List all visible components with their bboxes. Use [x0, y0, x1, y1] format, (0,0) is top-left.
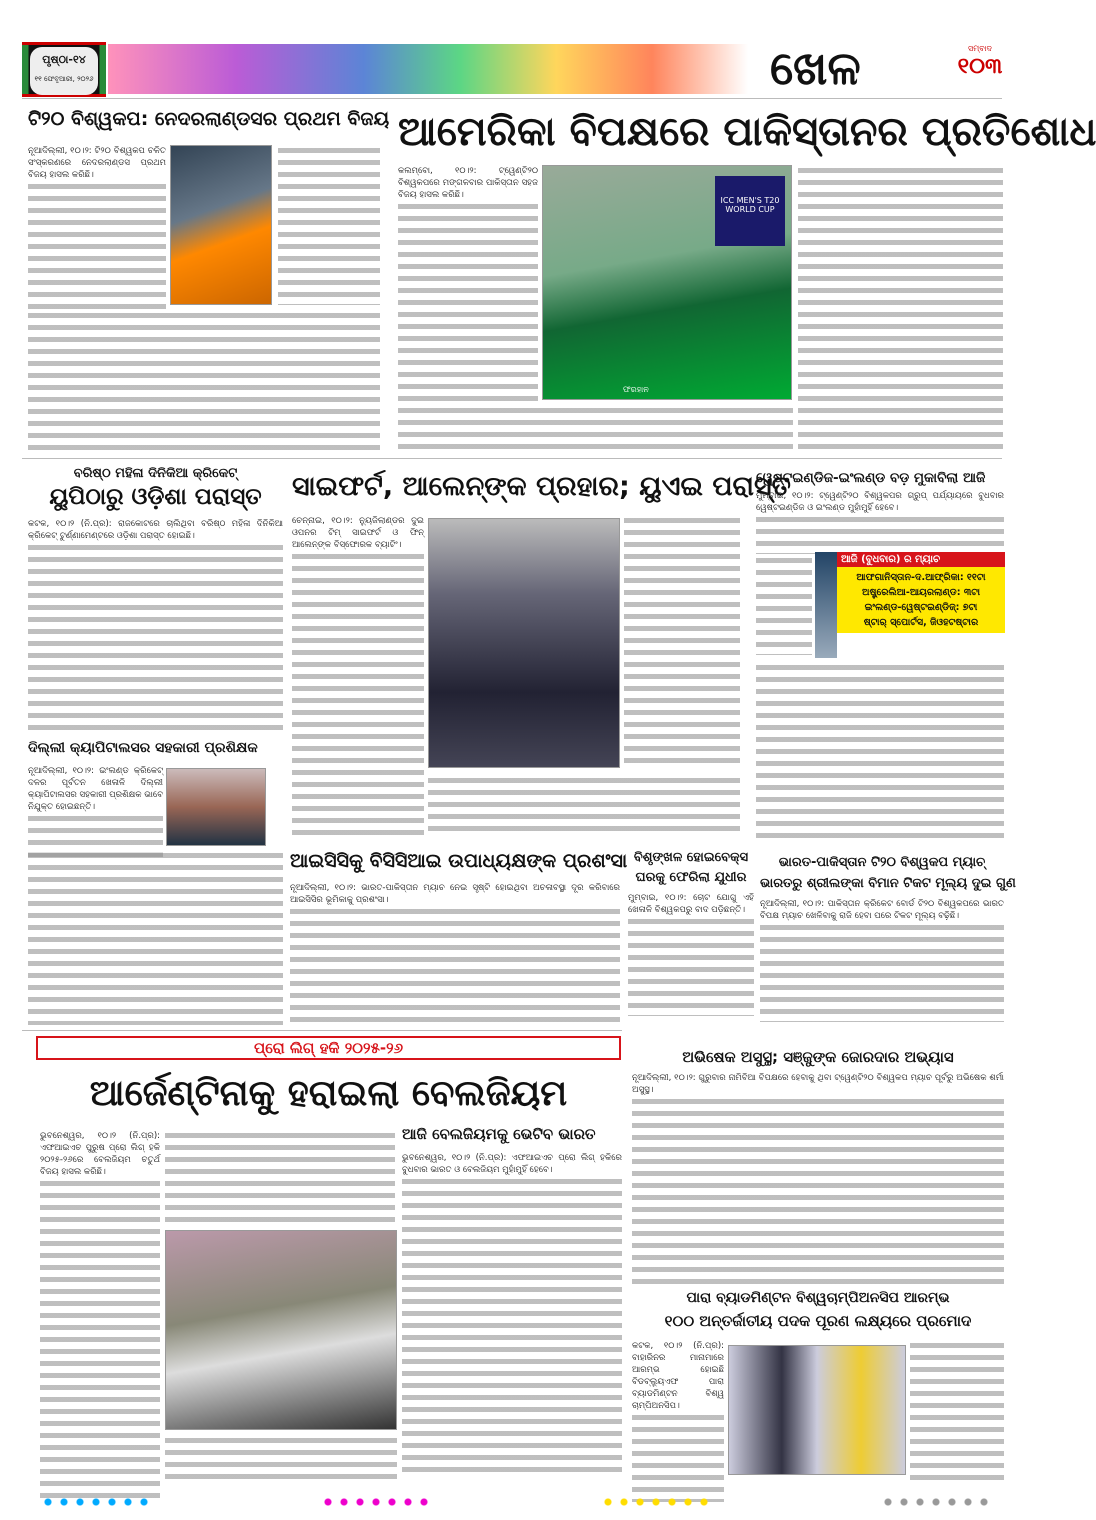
- page-label-box: [22, 42, 106, 97]
- print-registration-marks: [40, 1498, 990, 1508]
- subheadline-india-belgium: ଆଜି ବେଲଜିୟମକୁ ଭେଟିବ ଭାରତ: [402, 1125, 596, 1143]
- article-tickets-body: ନୂଆଦିଲ୍ଲୀ, ୧୦।୨: ପାକିସ୍ତାନ କ୍ରିକେଟ ବୋର୍ଡ ଟି୨୦ ବିଶ୍ୱକପରେ ଭାରତ ବିପକ୍ଷ ମ୍ୟାଚ ଖେଳିବାକୁ ରାଜି ହେବା ପରେ ଟିକଟ ମୂଲ୍ୟ ବଢ଼ିଛି।: [760, 898, 1004, 1038]
- photo-caption: ଫରହାନ: [623, 385, 649, 394]
- article-bcci-body: ନୂଆଦିଲ୍ଲୀ, ୧୦।୨: ଭାରତ-ପାକିସ୍ତାନ ମ୍ୟାଚ ନେଇ ସୃଷ୍ଟି ହୋଇଥିବା ଅଚଳାବସ୍ଥା ଦୂର କରିବାରେ ଆଇସିସିର ଭୂମିକାକୁ ପ୍ରଶଂସା।: [290, 882, 620, 1022]
- headline-para: ୧୦୦ ଅନ୍ତର୍ଜାତୀୟ ପଦକ ପୂରଣ ଲକ୍ଷ୍ୟରେ ପ୍ରମୋଦ: [664, 1312, 972, 1330]
- new-zealand-batters-photo: [428, 518, 620, 768]
- headline-uae: ସାଇଫର୍ଟ, ଆଲେନ୍‌ଙ୍କ ପ୍ରହାର; ୟୁଏଇ ପରାସ୍ତ: [292, 471, 791, 502]
- article-india-belgium-body: ଭୁବନେଶ୍ୱର, ୧୦।୨ (ନି.ପ୍ର): ଏଫଆଇଏଚ ପ୍ରୋ ଲିଗ୍ ହକିରେ ବୁଧବାର ଭାରତ ଓ ବେଲଜିୟମ ମୁହାଁମୁହିଁ ହେବେ।: [402, 1152, 622, 1482]
- netherlands-player-photo: [170, 145, 272, 305]
- t20-world-cup-logo: ICC MEN'S T20 WORLD CUP: [715, 176, 785, 246]
- headline-delhi: ଦିଲ୍ଲୀ କ୍ୟାପିଟାଲସର ସହକାରୀ ପ୍ରଶିକ୍ଷକ: [28, 740, 258, 756]
- page-number: ପୃଷ୍ଠା-୧୪: [42, 53, 86, 66]
- headline-tickets: ଭାରତରୁ ଶ୍ରୀଲଙ୍କା ବିମାନ ଟିକଟ ମୂଲ୍ୟ ଦୁଇ ଗୁଣ: [760, 876, 1016, 891]
- newspaper-logo: ସମ୍ବାଦ ୧୦୩: [957, 44, 1003, 79]
- headline-wi-eng: ୱେଷ୍ଟଇଣ୍ଡିଜ-ଇଂଲଣ୍ଡ ବଡ଼ ମୁକାବିଲା ଆଜି: [756, 470, 986, 486]
- article-odisha-body: କଟକ, ୧୦।୨ (ନି.ପ୍ର): ରାଜକୋଟରେ ଚାଲିଥିବା ବରିଷ୍ଠ ମହିଳା ଦିନିକିଆ କ୍ରିକେଟ୍ ଟୁର୍ଣ୍ଣାମେଣ୍ଟରେ ଓଡ଼ିଶା ପରାସ୍ତ ହୋଇଛି।: [28, 518, 283, 733]
- article-hockey-body: ଭୁବନେଶ୍ୱର, ୧୦।୨ (ନି.ପ୍ର): ଏଫଆଇଏଚ ପୁରୁଷ ପ୍ରୋ ଲିଗ୍ ହକି ୨୦୨୫-୨୬ରେ ବେଲଜିୟମ ଚତୁର୍ଥ ବିଜୟ ହାସଲ କରିଛି।: [40, 1130, 160, 1480]
- trophy-image: [815, 552, 837, 658]
- headline-abhishek: ଅଭିଷେକ ଅସୁସ୍ଥ; ସଞ୍ଜୁଙ୍କ ଜୋରଦାର ଅଭ୍ୟାସ: [682, 1048, 954, 1066]
- headline-yudhir-2: ଘରକୁ ଫେରିଲା ଯୁଧୀର: [635, 870, 747, 885]
- article-yudhir-body: ମୁମ୍ବାଇ, ୧୦।୨: ଚୋଟ ଯୋଗୁ ଏହି ଖେଳାଳି ବିଶ୍ୱକପରୁ ବାଦ ପଡ଼ିଛନ୍ତି।: [628, 892, 754, 1032]
- matches-today-box: [815, 552, 1005, 658]
- headline-odisha: ୟୁପିଠାରୁ ଓଡ଼ିଶା ପରାସ୍ତ: [49, 484, 262, 510]
- hockey-banner: ପ୍ରୋ ଲିଗ୍ ହକି ୨୦୨୫-୨୬: [36, 1036, 621, 1060]
- issue-date: ୧୧ ଫେବୃଆରୀ, ୨୦୨୬: [34, 75, 94, 83]
- broadcaster: ଷ୍ଟାର୍ ସ୍ପୋର୍ଟସ, ଜିଓହଟଷ୍ଟାର: [863, 617, 979, 628]
- headline-hockey: ଆର୍ଜେଣ୍ଟିନାକୁ ହରାଇଲା ବେଲଜିୟମ: [89, 1073, 568, 1114]
- belgium-hockey-players-photo: [165, 1230, 397, 1430]
- pakistan-batter-photo: [542, 165, 792, 400]
- kicker-tickets: ଭାରତ-ପାକିସ୍ତାନ ଟି୨୦ ବିଶ୍ୱକପ ମ୍ୟାଚ୍: [778, 855, 986, 870]
- match-item: ଆଫଗାନିସ୍ତାନ-ଦ.ଆଫ୍ରିକା: ୧୧ଟା: [856, 572, 986, 583]
- article-pakistan-body: କଲମ୍ବୋ, ୧୦।୨: ଟ୍ୱେଣ୍ଟି୨୦ ବିଶ୍ୱକପରେ ମଙ୍ଗଳବାର ପାକିସ୍ତାନ ସହଜ ବିଜୟ ହାସଲ କରିଛି।: [398, 165, 538, 395]
- coach-photo: [166, 768, 266, 846]
- match-item: ଅଷ୍ଟ୍ରେଲିଆ-ଆୟରଲାଣ୍ଡ: ୩ଟା: [861, 587, 981, 598]
- headline-netherlands: ଟି୨୦ ବିଶ୍ୱକପ: ନେଦରଲାଣ୍ଡସର ପ୍ରଥମ ବିଜୟ: [28, 108, 390, 130]
- article-wi-eng-body: ମୁମ୍ବାଇ, ୧୦।୨: ଟ୍ୱେଣ୍ଟି୨୦ ବିଶ୍ୱକପର ଗ୍ରୁପ୍ ପର୍ଯ୍ୟାୟରେ ବୁଧବାର ୱେଷ୍ଟଇଣ୍ଡିଜ ଓ ଇଂଲଣ୍ଡ ମୁହାଁମୁହିଁ ହେବେ।: [756, 490, 1004, 550]
- pramod-bhagat-photo: [728, 1345, 906, 1475]
- matches-box-title: ଆଜି (ବୁଧବାର) ର ମ୍ୟାଚ: [837, 552, 1005, 567]
- article-para-body: କଟକ, ୧୦।୨ (ନି.ପ୍ର): ବାହାରିନର ମାନାମାରେ ଆରମ୍ଭ ହୋଇଛି ବିଡବ୍ଲ୍ୟୁଏଫ ପାରା ବ୍ୟାଡମିଣ୍ଟନ ବିଶ୍ୱ ଚାମ୍ପିଅନସିପ।: [632, 1340, 724, 1485]
- sports-banner-image: [108, 44, 748, 94]
- headline-yudhir-1: ବିଶୃଙ୍ଖଳ ହୋଇବେକ୍ସ: [633, 850, 749, 865]
- kicker-odisha: ବରିଷ୍ଠ ମହିଳା ଦିନିକିଆ କ୍ରିକେଟ୍: [73, 466, 238, 481]
- article-delhi-body: ନୂଆଦିଲ୍ଲୀ, ୧୦।୨: ଇଂଲଣ୍ଡ କ୍ରିକେଟ୍ ଦଳର ପୂର୍ବତନ ଖେଳାଳି ଦିଲ୍ଲୀ କ୍ୟାପିଟାଲସର ସହକାରୀ ପ୍ରଶିକ୍ଷକ ଭାବେ ନିଯୁକ୍ତ ହୋଇଛନ୍ତି।: [28, 765, 163, 845]
- article-netherlands-body: ନୂଆଦିଲ୍ଲୀ, ୧୦।୨: ଟି୨୦ ବିଶ୍ୱକପ ଚଳିତ ସଂସ୍କରଣରେ ନେଦରଲାଣ୍ଡସ ପ୍ରଥମ ବିଜୟ ହାସଲ କରିଛି।: [28, 145, 166, 305]
- kicker-para: ପାରା ବ୍ୟାଡମିଣ୍ଟନ ବିଶ୍ୱଚାମ୍ପିଅନସିପ ଆରମ୍ଭ: [686, 1290, 950, 1306]
- article-uae-body: ଚେନ୍ନାଇ, ୧୦।୨: ନ୍ୟୁଜିଲାଣ୍ଡର ଦୁଇ ଓପନର ଟିମ୍ ସାଇଫର୍ଟ ଓ ଫିନ୍ ଆଲେନ୍‌ଙ୍କ ବିସ୍ଫୋରକ ବ୍ୟାଟିଂ।: [292, 515, 424, 835]
- article-abhishek-body: ନୂଆଦିଲ୍ଲୀ, ୧୦।୨: ଗୁରୁବାର ନାମିବିଆ ବିପକ୍ଷରେ ହେବାକୁ ଥିବା ଟ୍ୱେଣ୍ଟି୨୦ ବିଶ୍ୱକପ ମ୍ୟାଚ ପୂର୍ବରୁ ଅଭିଷେକ ଶର୍ମା ଅସୁସ୍ଥ।: [632, 1072, 1004, 1284]
- match-item: ଇଂଲଣ୍ଡ-ୱେଷ୍ଟଇଣ୍ଡିଜ୍: ୭ଟା: [864, 602, 978, 613]
- section-title: ଖେଳ: [770, 41, 861, 95]
- headline-bcci: ଆଇସିସିକୁ ବିସିସିଆଇ ଉପାଧ୍ୟକ୍ଷଙ୍କ ପ୍ରଶଂସା: [290, 850, 628, 872]
- headline-pakistan: ଆମେରିକା ବିପକ୍ଷରେ ପାକିସ୍ତାନର ପ୍ରତିଶୋଧ: [398, 109, 1096, 155]
